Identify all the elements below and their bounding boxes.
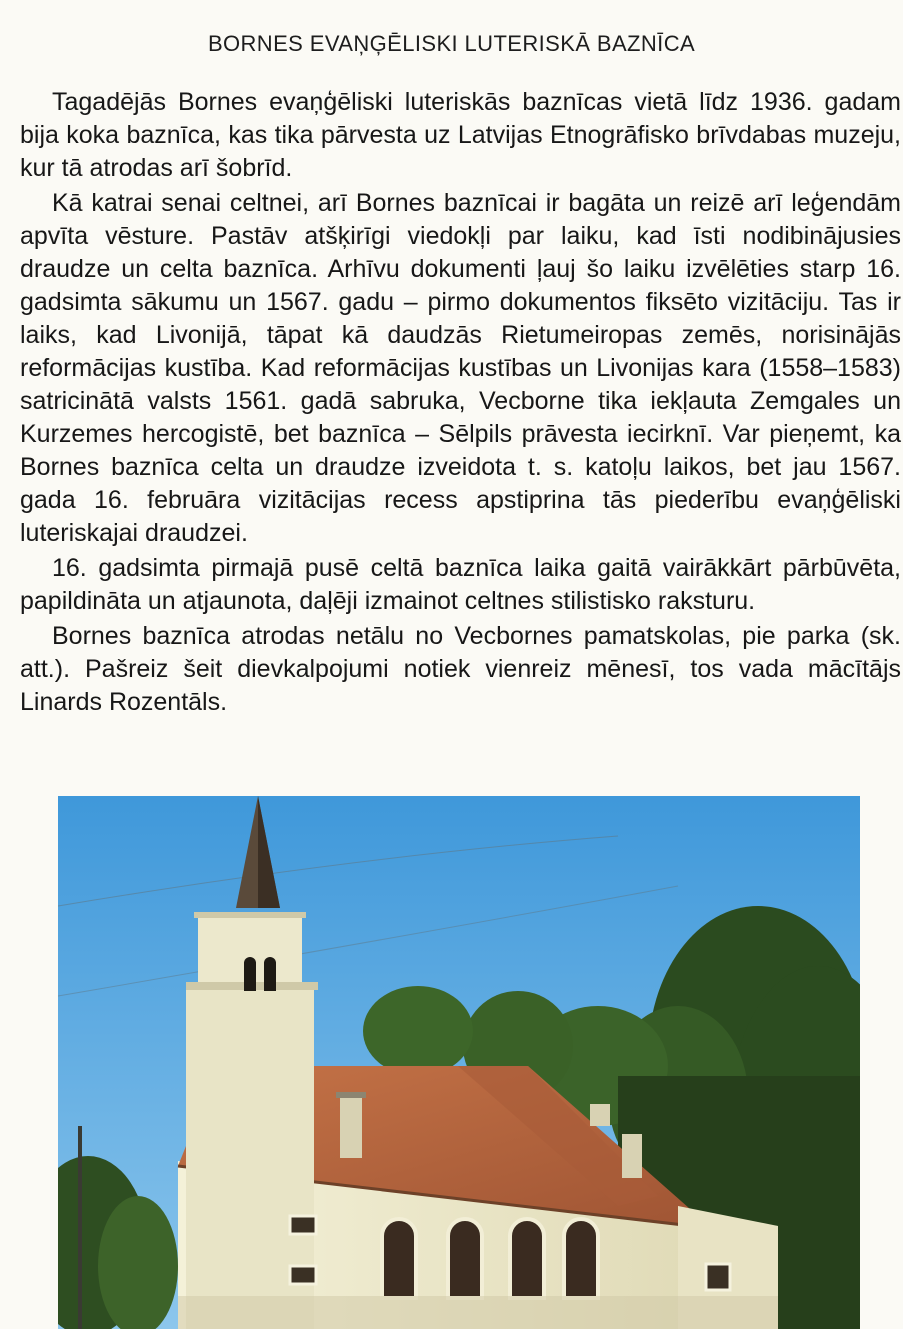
paragraph: 16. gadsimta pirmajā pusē celtā baznīca laika gaitā vairākkārt pārbūvēta, papildināta un atjaunota, daļēji izmainot celtnes stilistisko raksturu. <box>20 554 901 615</box>
paragraph: Kā katrai senai celtnei, arī Bornes baznīcai ir bagāta un reizē arī leģendām apvīta vēsture. Pastāv atšķirīgi viedokļi par laiku, kad īsti nodibinājusies draudze un celta baznīca. Arhīvu dokumenti ļauj šo laiku izvēlēties starp 16. gadsimta sākumu un 1567. gadu – pirmo dokumentos fiksēto vizitāciju. Tas ir laiks, kad Livonijā, tāpat kā daudzās Rietumeiropas zemēs, norisinājās reformācijas kustība. Kad reformācijas kustības un Livonijas kara (1558–1583) satricinātā valsts 1561. gadā sabruka, Vecborne tika iekļauta Zemgales un Kurzemes hercogistē, bet baznīca – Sēlpils prāvesta iecirknī. Var pieņemt, ka Bornes baznīca celta un draudze izveidota t. s. katoļu laikos, bet jau 1567. gada 16. februāra vizitācijas recess apstiprina tās piederību evaņģēliski luteriskajai draudzei. <box>20 189 901 547</box>
article-body <box>20 86 901 721</box>
church-photo <box>58 796 860 1329</box>
page-title: BORNES EVAŅĢĒLISKI LUTERISKĀ BAZNĪCA <box>207 31 696 56</box>
paragraph: Bornes baznīca atrodas netālu no Vecbornes pamatskolas, pie parka (sk. att.). Pašreiz šeit dievkalpojumi notiek vienreiz mēnesī, tos vada mācītājs Linards Rozentāls. <box>20 622 901 716</box>
paragraph: Tagadējās Bornes evaņģēliski luteriskās baznīcas vietā līdz 1936. gadam bija koka baznīca, kas tika pārvesta uz Latvijas Etnogrāfisko brīvdabas muzeju, kur tā atrodas arī šobrīd. <box>20 88 901 182</box>
